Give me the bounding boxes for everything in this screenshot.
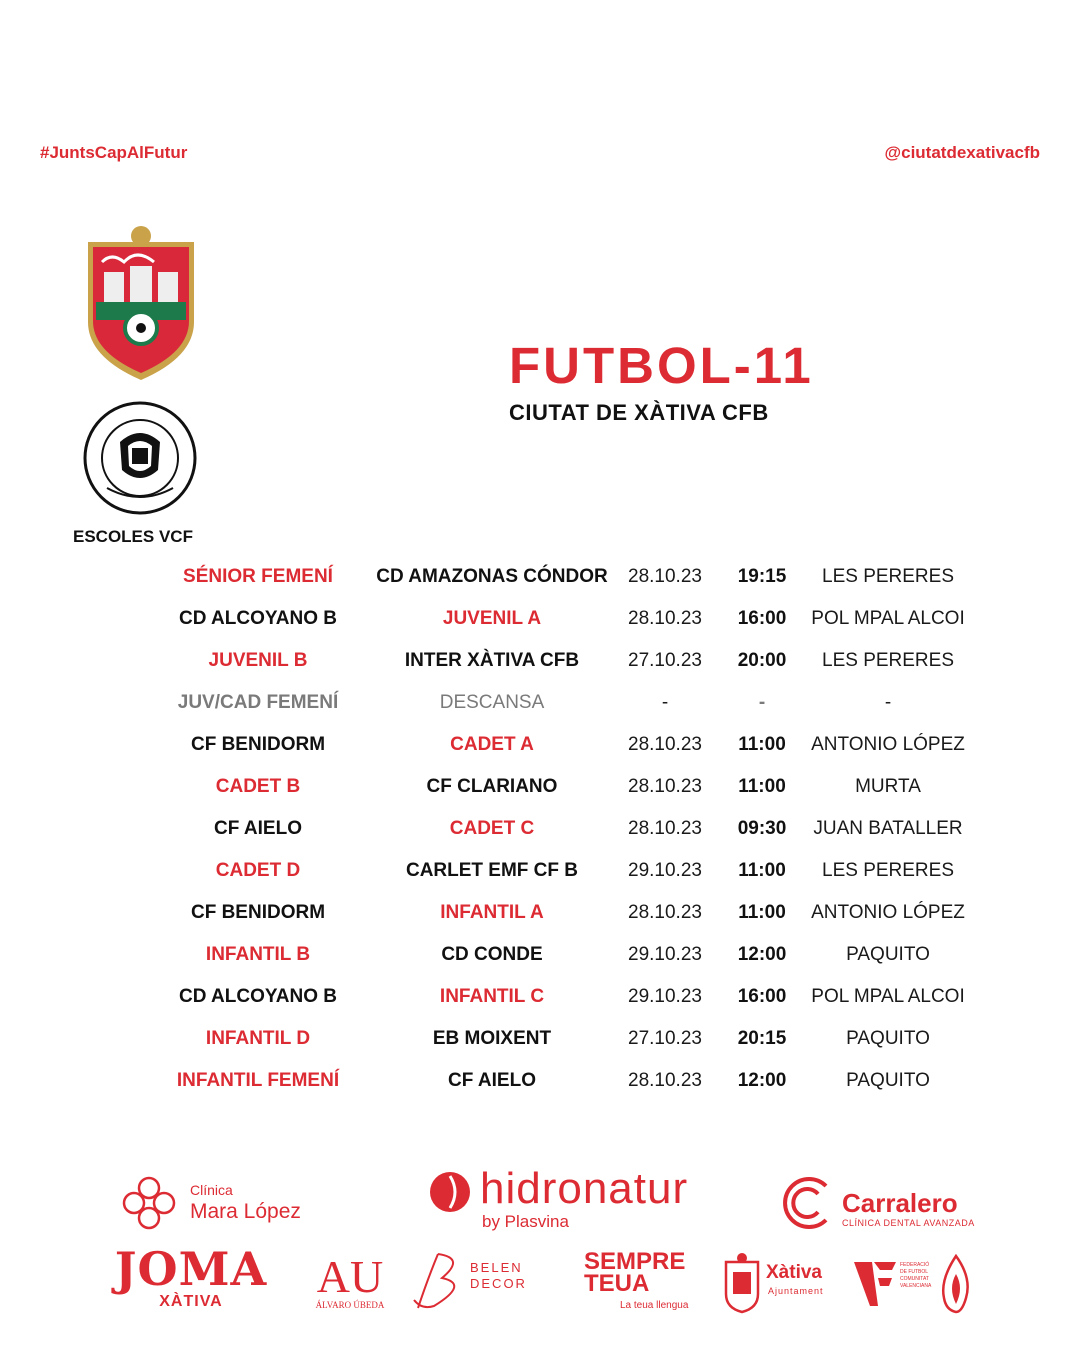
away-team: EB MOIXENT [432,1028,552,1049]
away-team: JUVENIL A [442,608,542,629]
hidronatur-logo[interactable] [428,1166,698,1236]
away-team: DESCANSA [439,692,545,713]
away-team: CADET C [449,818,535,839]
ffcv-line-4: VALENCIANA [900,1283,932,1289]
fixture-row [0,640,1080,682]
fixture-row [0,850,1080,892]
match-date: 28.10.23 [628,1070,702,1091]
fixture-row [0,1018,1080,1060]
sempre-text: SEMPRE [584,1248,686,1275]
match-date: 28.10.23 [628,566,702,587]
carralero-sub: CLÍNICA DENTAL AVANZADA [842,1218,975,1228]
fixture-row [0,598,1080,640]
home-team: INFANTIL B [205,944,311,965]
match-time: 11:00 [738,734,786,755]
match-date: 27.10.23 [628,1028,702,1049]
joma-sub: XÀTIVA [159,1293,223,1310]
belen-text: BELEN [470,1260,523,1275]
match-time: 11:00 [738,776,786,797]
match-venue: POL MPAL ALCOI [811,986,965,1007]
mara-lopez-text: Mara López [190,1200,301,1223]
match-date: 27.10.23 [628,650,702,671]
match-date: 29.10.23 [628,860,702,881]
club-crest-icon [82,222,200,382]
home-team: SÉNIOR FEMENÍ [183,566,333,587]
match-time: 11:00 [738,902,786,923]
match-date: 29.10.23 [628,944,702,965]
joma-logo[interactable] [106,1244,276,1314]
fixture-row [0,556,1080,598]
home-team: INFANTIL FEMENÍ [176,1070,340,1091]
page-subtitle: CIUTAT DE XÀTIVA CFB [509,400,769,425]
match-venue: ANTONIO LÓPEZ [811,902,965,923]
match-venue: JUAN BATALLER [813,818,963,839]
page-title: FUTBOL-11 [509,337,814,394]
match-venue: LES PERERES [822,650,954,671]
match-date: 28.10.23 [628,776,702,797]
home-team: CF BENIDORM [190,734,326,755]
home-team: INFANTIL D [205,1028,311,1049]
alvaro-ubeda-logo[interactable] [310,1250,390,1314]
fixture-row [0,976,1080,1018]
escoles-label: ESCOLES VCF [73,527,193,546]
ffcv-line-3: COMUNITAT [900,1276,929,1282]
sempre-sub: La teua llengua [620,1300,689,1311]
au-sub: ÁLVARO ÚBEDA [315,1300,385,1310]
match-venue: PAQUITO [846,1070,930,1091]
fixture-row [0,682,1080,724]
belen-b-icon [408,1248,468,1314]
clinica-text: Clínica [190,1182,233,1198]
joma-text: JOMA [114,1242,268,1296]
teua-text: TEUA [584,1270,650,1297]
away-team: CADET A [450,734,534,755]
flame-emblem-icon[interactable] [938,1254,974,1314]
match-venue: POL MPAL ALCOI [811,608,965,629]
hashtag-label: #JuntsCapAlFutur [40,143,188,162]
fixture-row [0,766,1080,808]
ffcv-mark-icon [852,1256,898,1314]
match-time: 12:00 [737,1070,787,1091]
fixture-row [0,808,1080,850]
ffcv-logo[interactable] [852,1250,934,1314]
decor-text: DECOR [470,1276,527,1291]
match-time: - [758,692,766,713]
carralero-text: Carralero [842,1188,958,1218]
match-time: 16:00 [737,986,787,1007]
ffcv-line-2: DE FUTBOL [900,1269,929,1275]
match-time: 16:00 [737,608,787,629]
match-venue: - [884,692,892,713]
home-team: CADET B [215,776,301,797]
match-date: 28.10.23 [628,608,702,629]
home-team: JUVENIL B [208,650,308,671]
match-time: 12:00 [737,944,787,965]
match-date: - [661,692,669,713]
match-time: 20:15 [737,1028,787,1049]
home-team: JUV/CAD FEMENÍ [177,692,339,713]
carralero-logo[interactable] [778,1174,978,1236]
match-time: 19:15 [737,566,787,587]
ffcv-text [900,1262,931,1290]
match-time: 09:30 [737,818,787,839]
match-date: 28.10.23 [628,818,702,839]
hidronatur-drop-icon [428,1170,472,1214]
away-team: CD AMAZONAS CÓNDOR [376,566,608,587]
fixture-row [0,1060,1080,1102]
xativa-text: Xàtiva [766,1262,822,1283]
away-team: INTER XÀTIVA CFB [404,650,580,671]
match-date: 28.10.23 [628,902,702,923]
home-team: CF AIELO [214,818,302,839]
academy-badge-icon [82,400,198,516]
home-team: CADET D [215,860,301,881]
home-team: CD ALCOYANO B [179,608,337,629]
match-date: 28.10.23 [628,734,702,755]
match-venue: LES PERERES [822,860,954,881]
fixture-row [0,934,1080,976]
match-venue: PAQUITO [846,944,930,965]
match-venue: LES PERERES [822,566,954,587]
away-team: CF AIELO [448,1070,536,1091]
home-team: CD ALCOYANO B [179,986,337,1007]
sempre-teua-logo[interactable] [580,1248,692,1316]
match-venue: PAQUITO [846,1028,930,1049]
match-time: 11:00 [738,860,786,881]
fixture-row [0,892,1080,934]
away-team: INFANTIL C [439,986,545,1007]
hidronatur-sub: by Plasvina [482,1212,569,1231]
social-handle[interactable]: @ciutatdexativacfb [884,143,1040,162]
ffcv-line-1: FEDERACIÓ [900,1262,930,1268]
xativa-shield-icon [722,1252,762,1314]
fixture-row [0,724,1080,766]
belen-decor-logo[interactable] [408,1248,534,1314]
clinica-flower-icon [118,1172,180,1234]
clinica-mara-lopez-logo[interactable] [118,1170,328,1234]
match-time: 20:00 [737,650,787,671]
away-team: CF CLARIANO [426,776,558,797]
away-team: CARLET EMF CF B [405,860,579,881]
home-team: CF BENIDORM [190,902,326,923]
away-team: CD CONDE [441,944,543,965]
hidronatur-text: hidronatur [480,1164,689,1213]
carralero-c-icon [778,1174,834,1232]
xativa-sub: Ajuntament [768,1286,824,1296]
match-venue: MURTA [855,776,921,797]
away-team: INFANTIL A [440,902,544,923]
match-venue: ANTONIO LÓPEZ [811,734,965,755]
match-date: 29.10.23 [628,986,702,1007]
au-text: AU [316,1251,384,1302]
xativa-ajuntament-logo[interactable] [722,1250,840,1314]
